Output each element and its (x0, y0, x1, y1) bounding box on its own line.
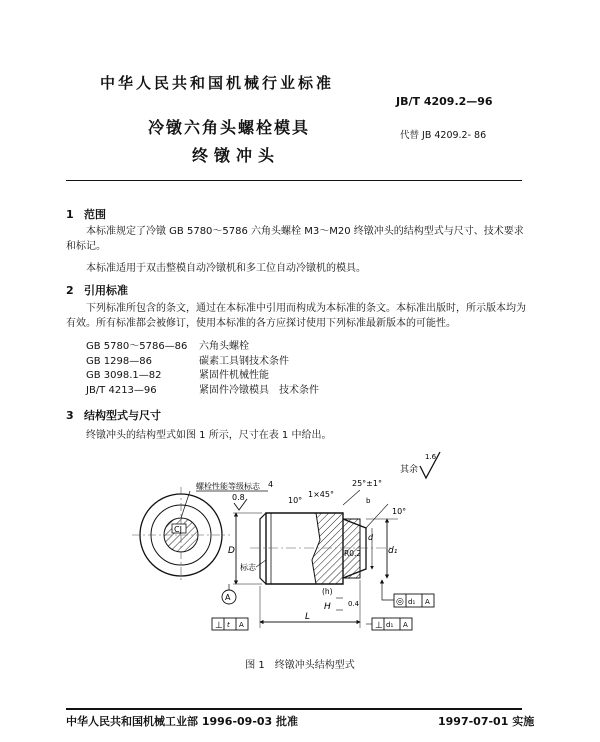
replaces-note: 代替 JB 4209.2- 86 (400, 130, 487, 141)
effective-date: 1997-07-01 实施 (438, 715, 535, 728)
coaxiality-icon: ◎ (396, 597, 404, 607)
standard-title: 冷镦六角头螺栓模具 (148, 118, 311, 137)
tolerance-datum: A (425, 598, 430, 606)
standard-code: JB/T 4213—96 (86, 384, 157, 396)
section-3-paragraph-1: 终镦冲头的结构型式如图 1 所示，尺寸在表 1 中给出。 (86, 430, 332, 441)
tolerance-value: d₁ (386, 621, 394, 629)
section-number: 3 (66, 409, 74, 422)
tolerance-datum: A (239, 621, 244, 629)
standard-code: GB 1298—86 (86, 355, 152, 367)
standard-code: GB 5780～5786—86 (86, 341, 188, 352)
perpendicularity-icon: ⊥ (375, 621, 383, 631)
dim-d-label: d (368, 533, 374, 542)
angle-10-label: 10° (288, 496, 303, 505)
detail-h-label: (h) (322, 587, 333, 596)
section-1-paragraph-1: 本标准规定了冷镦 GB 5780～5786 六角头螺栓 M3～M20 终镦冲头的结构型式与尺寸、技术要求和标记。 (66, 226, 524, 252)
roughness-rest-value: 1.6 (425, 453, 437, 461)
dim-d1-label: d₁ (388, 546, 398, 556)
section-number: 2 (66, 284, 74, 297)
dim-H-label: H (324, 602, 331, 612)
tolerance-frame-right (366, 618, 412, 631)
footer-divider (66, 708, 522, 710)
end-view (132, 487, 230, 583)
standard-subtitle: 终镦冲头 (192, 146, 281, 165)
angle-25-label: 25°±1° (352, 479, 382, 488)
dim-D-label: D (228, 546, 235, 556)
standard-name: 六角头螺栓 (199, 341, 249, 352)
tolerance-value: t (227, 621, 230, 629)
standard-name: 紧固件冷镦模具 技术条件 (199, 384, 319, 396)
standard-name: 紧固件机械性能 (199, 370, 269, 381)
roughness-b-label: b (366, 497, 371, 505)
datum-a-letter: A (225, 593, 231, 602)
standard-name: 碳素工具钢技术条件 (199, 355, 289, 367)
perpendicularity-icon: ⊥ (215, 621, 223, 631)
approval-info: 中华人民共和国机械工业部 1996-09-03 批准 (66, 715, 299, 728)
tolerance-value: d₁ (408, 598, 416, 606)
roughness-rest-label: 其余 (400, 465, 419, 475)
tolerance-datum: A (403, 621, 408, 629)
radius-label: R0.2 (344, 549, 362, 558)
dim-4-label: 4 (268, 480, 274, 489)
roughness-face-value: 0.8 (232, 493, 245, 502)
chamfer-label: 1×45° (308, 490, 334, 499)
standard-number: JB/T 4209.2—96 (396, 95, 493, 108)
tolerance-frame-coaxiality (382, 580, 434, 607)
roughness-small-value: 0.4 (348, 600, 360, 608)
grade-mark-note: 螺栓性能等级标志 (196, 482, 260, 491)
issuing-authority: 中华人民共和国机械行业标准 (100, 74, 335, 92)
punch-side-view (250, 490, 398, 584)
dim-L-label: L (305, 612, 311, 622)
figure-caption: 图 1 终镦冲头结构型式 (245, 660, 355, 671)
standard-code: GB 3098.1—82 (86, 370, 162, 381)
section-1-paragraph-2: 本标准适用于双击整模自动冷镦机和多工位自动冷镦机的模具。 (86, 263, 366, 274)
tolerance-frame-left (212, 618, 248, 631)
mark-label: 标志 (240, 563, 256, 572)
section-number: 1 (66, 208, 74, 221)
angle-10b-label: 10° (392, 507, 407, 516)
section-title: 引用标准 (84, 284, 128, 297)
marking-glyph: CJ (174, 525, 182, 534)
section-title: 范围 (84, 208, 106, 221)
section-title: 结构型式与尺寸 (84, 409, 161, 422)
section-2-paragraph-1: 下列标准所包含的条文，通过在本标准中引用而构成为本标准的条文。本标准出版时，所示版本均为有效。所有标准都会被修订，使用本标准的各方应探讨使用下列标准最新版本的可能性。 (66, 303, 526, 329)
